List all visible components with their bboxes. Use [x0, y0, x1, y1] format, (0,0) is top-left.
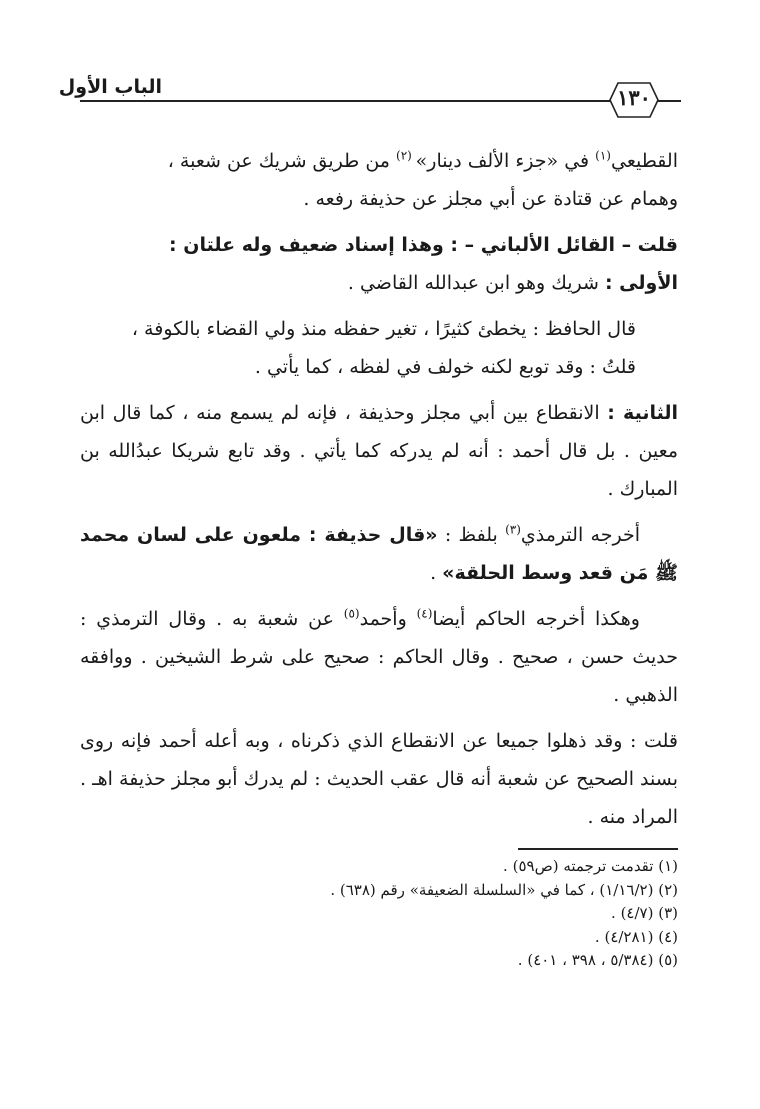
- footnote-ref[interactable]: (٤): [416, 606, 433, 621]
- text-run: في «جزء الألف دينار»: [415, 150, 596, 172]
- footnote-1: (١) تقدمت ترجمته (ص٥٩) .: [503, 857, 678, 875]
- main-text: [80, 142, 678, 836]
- paragraph-2-heading: قلت – القائل الألباني – : وهذا إسناد ضعيف وله علتان :: [169, 234, 678, 256]
- page-number: ١٣٠: [617, 85, 651, 110]
- footnote-5: (٥) (٥/٣٨٤ ، ٣٩٨ ، ٤٠١) .: [517, 951, 678, 969]
- text-run: قال الحافظ : يخطئ كثيرًا ، تغير حفظه منذ ولي القضاء بالكوفة ،: [131, 318, 636, 340]
- chapter-title: الباب الأول: [58, 76, 162, 98]
- footnote-ref[interactable]: (٣): [505, 522, 521, 537]
- first-cause-label: الأولى :: [604, 272, 678, 294]
- paragraph-3: [80, 264, 678, 302]
- footnote-2: (٢) (١/١٦/٢) ، كما في «السلسلة الضعيفة» رقم (٦٣٨) .: [330, 880, 678, 899]
- paragraph-6: [80, 516, 678, 592]
- footnote-separator: [518, 848, 678, 850]
- quoted-hadith: «قال حذيفة : ملعون على لسان محمد ﷺ مَن قعد وسط الحلقة»: [80, 524, 678, 584]
- footnote-ref[interactable]: (٢): [396, 148, 416, 163]
- text-run: بلفظ :: [437, 524, 506, 546]
- page-number-frame: [608, 81, 660, 119]
- text-run: القطيعي: [610, 150, 678, 172]
- text-run: أخرجه الترمذي: [520, 524, 640, 546]
- paragraph-1: [80, 142, 678, 218]
- paragraph-7: [80, 600, 678, 714]
- paragraph-5: [80, 394, 678, 508]
- text-run: قلتُ : وقد توبع لكنه خولف في لفظه ، كما يأتي .: [254, 356, 636, 378]
- text-run: وهمام عن قتادة عن أبي مجلز عن حذيفة رفعه .: [303, 188, 678, 210]
- text-run: وأحمد: [359, 608, 417, 630]
- text-run: من طريق شريك عن شعبة ،: [167, 150, 396, 172]
- text-run: عن شعبة به . وقال الترمذي : حديث حسن ، صحيح . وقال الحاكم : صحيح على شرط الشيخين . ووافقه الذهبي .: [80, 608, 678, 706]
- footnote-ref[interactable]: (١): [595, 148, 611, 163]
- footnote-3: (٣) (٤/٧) .: [611, 904, 678, 922]
- footnotes: [80, 855, 678, 973]
- text-run: .: [430, 562, 443, 584]
- footnote-4: (٤) (٤/٢٨١) .: [594, 927, 678, 946]
- second-cause-label: الثانية :: [607, 402, 678, 424]
- text-run: وهكذا أخرجه الحاكم أيضا: [432, 608, 640, 630]
- header-rule: [80, 100, 615, 102]
- text-run: شريك وهو ابن عبدالله القاضي .: [347, 272, 605, 294]
- footnote-ref[interactable]: (٥): [343, 606, 360, 621]
- paragraph-8: قلت : وقد ذهلوا جميعا عن الانقطاع الذي ذكرناه ، وبه أعله أحمد فإنه روى بسند الصحيح عن شعبة أنه قال عقب الحديث : لم يدرك أبو مجلز حذيفة اهـ . المراد منه .: [80, 730, 678, 828]
- paragraph-4: [80, 310, 678, 386]
- text-run: الانقطاع بين أبي مجلز وحذيفة ، فإنه لم يسمع منه ، كما قال ابن معين . بل قال أحمد : أنه لم يدركه كما يأتي . وقد تابع شريكا عبدُالله بن المبارك .: [80, 402, 678, 500]
